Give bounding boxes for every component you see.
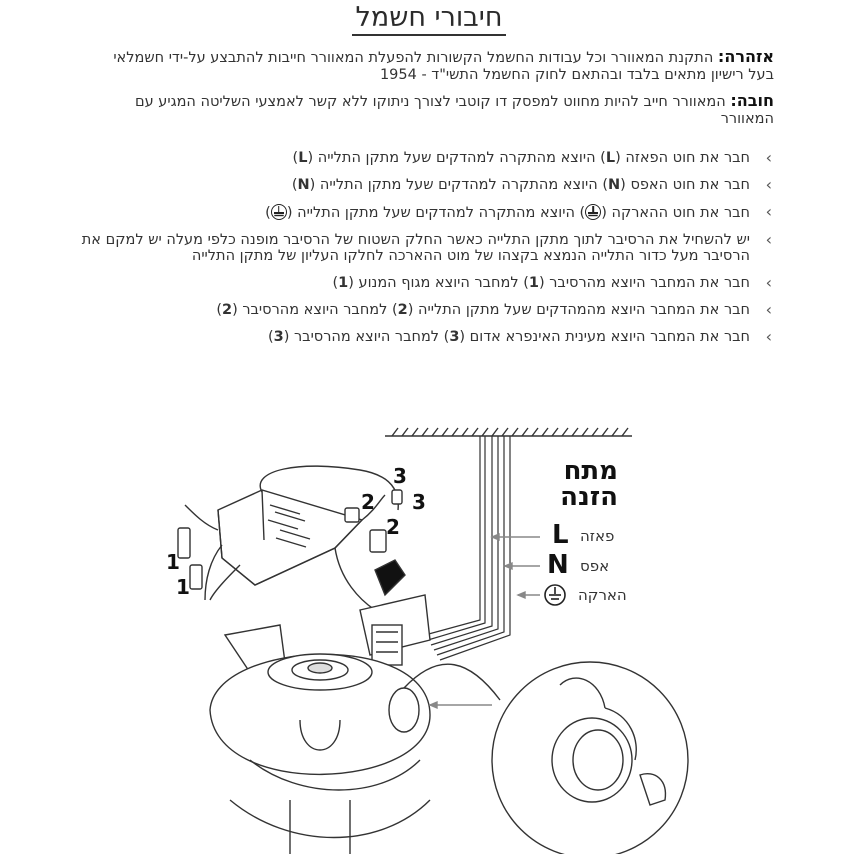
earth-symbol-icon	[545, 585, 565, 605]
warning-label: אזהרה:	[717, 47, 774, 66]
connector-number-label: 2	[386, 515, 400, 539]
list-item: › חבר את המחבר היוצא מהרסיבר (1) למחבר היוצא מגוף המנוע (1)	[74, 275, 774, 291]
label-arrows	[492, 534, 540, 598]
supply-title: מתח הזנה	[560, 456, 618, 512]
warning-text: התקנת המאוורר וכל עבודות החשמל הקשורות להפעלת המאוורר חייבות להתבצע על-ידי חשמלאי בעל רישיון מתאים בלבד ובהתאם לחוק החשמל התשי"ד - 1954	[113, 50, 774, 83]
phase-label: פאזה	[580, 527, 615, 545]
connector-number-label: 3	[393, 464, 407, 488]
magnified-detail	[430, 662, 688, 854]
list-item: › חבר את המחבר היוצא מהמהדקים שעל מתקן התלייה (2) למחבר היוצא מהרסיבר (2)	[74, 302, 774, 318]
ceiling-hatch	[385, 428, 632, 436]
list-item: › חבר את חוט הפאזה (L) היוצא מהתקרה למהדקים שעל מתקן התלייה (L)	[74, 150, 774, 166]
connector-number-label: 3	[412, 490, 426, 514]
connector-number-label: 2	[361, 490, 375, 514]
receiver-box	[218, 490, 362, 585]
page-title: חיבורי חשמל	[0, 2, 858, 33]
obligation-text: המאוורר חייב להיות מחווט למפסק דו קוטבי לצורך ניתוקו ללא קשר לאמצעי השליטה המגיע עם המאוורר	[134, 94, 774, 127]
fan-canopy	[210, 654, 430, 854]
neutral-letter: N	[547, 550, 569, 580]
obligation-label: חובה:	[730, 91, 774, 110]
connector-number-label: 1	[176, 575, 190, 599]
earth-label: הארקה	[578, 586, 627, 604]
phase-letter: L	[552, 520, 569, 550]
connector-number-label: 1	[166, 550, 180, 574]
list-item: › חבר את חוט האפס (N) היוצא מהתקרה למהדקים שעל מתקן התלייה (N)	[74, 177, 774, 193]
list-item: › חבר את המחבר היוצא מעינית האינפרא אדום (3) למחבר היוצא מהרסיבר (3)	[74, 329, 774, 345]
neutral-label: אפס	[580, 557, 610, 575]
list-item: › חבר את חוט ההארקה () היוצא מהתקרה למהדקים שעל מתקן התלייה ()	[74, 204, 774, 221]
list-item: › יש להשחיל את הרסיבר לתוך מתקן התלייה כאשר החלק השטוח של הרסיבר מופנה כלפי מעלה יש למקם את הרסיבר מעל כדור התלייה הנמצא בקצהו של מוט ההארכה לחלקו העליון של מתקן התלייה	[74, 232, 774, 264]
supply-wires	[425, 436, 510, 660]
